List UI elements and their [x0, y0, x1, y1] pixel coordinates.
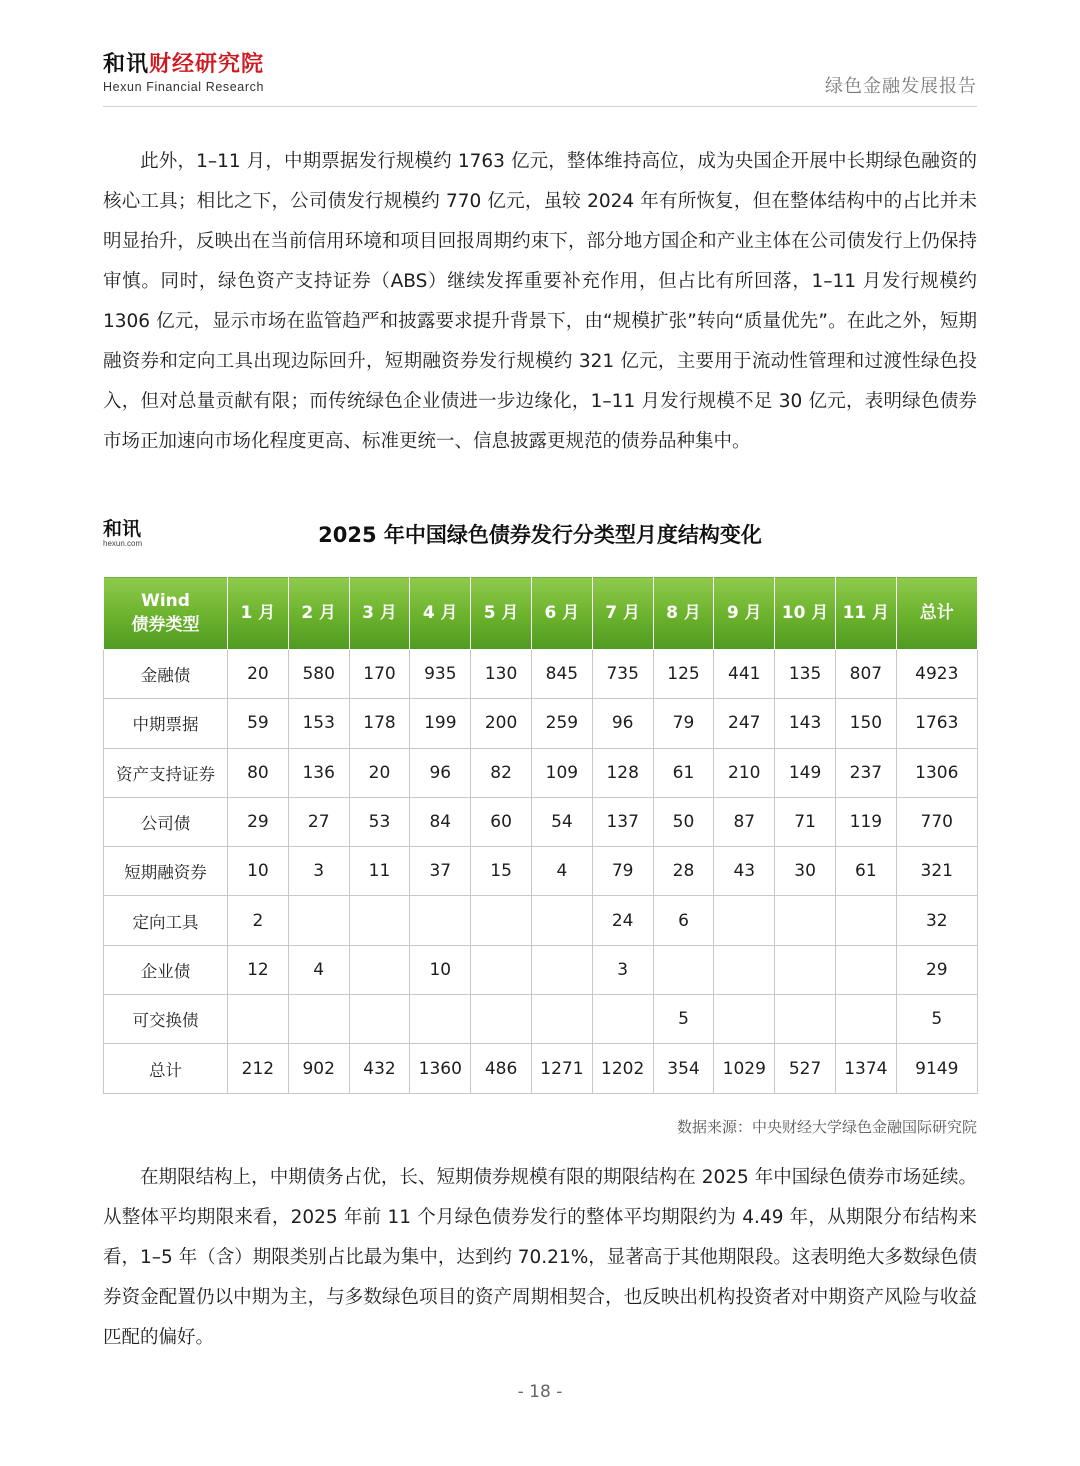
table-cell: 20: [228, 650, 289, 699]
table-cell: 109: [531, 748, 592, 797]
header-bond-type: [104, 577, 228, 650]
table-cell: [471, 945, 532, 994]
table-cell: [288, 896, 349, 945]
table-cell: 87: [714, 797, 775, 846]
hexun-logo: [103, 52, 264, 94]
table-cell: 125: [653, 650, 714, 699]
table-cell: 770: [896, 797, 977, 846]
row-label: 可交换债: [104, 995, 228, 1044]
body-paragraph-2: [103, 1158, 977, 1358]
row-label: 公司债: [104, 797, 228, 846]
table-row: [104, 650, 978, 699]
table-cell: 150: [835, 699, 896, 748]
report-title: 绿色金融发展报告: [825, 76, 977, 97]
page-number: - 18 -: [517, 1382, 563, 1402]
table-cell: 735: [592, 650, 653, 699]
table-cell: 79: [592, 847, 653, 896]
table-cell: 4: [531, 847, 592, 896]
table-cell: 11: [349, 847, 410, 896]
table-logo-en: hexun.com: [103, 539, 143, 548]
table-cell: [349, 896, 410, 945]
table-cell: 20: [349, 748, 410, 797]
table-cell: 28: [653, 847, 714, 896]
table-cell: [775, 945, 836, 994]
table-row: [104, 797, 978, 846]
table-row: [104, 896, 978, 945]
table-row: [104, 699, 978, 748]
table-cell: [531, 945, 592, 994]
table-cell: [714, 995, 775, 1044]
table-cell: 84: [410, 797, 471, 846]
paragraph-1-text: 此外，1–11 月，中期票据发行规模约 1763 亿元，整体维持高位，成为央国企开展中长期绿色融资的核心工具；相比之下，公司债发行规模约 770 亿元，虽较 2024 年有所恢复，但在整体结构中的占比并未明显抬升，反映出在当前信用环境和项目回报周期约束下，部分地方国企和产业主体在公司债发行上仍保持审慎。同时，绿色资产支持证券（ABS）继续发挥重要补充作用，但占比有所回落，1–11 月发行规模约 1306 亿元，显示市场在监管趋严和披露要求提升背景下，由“规模扩张”转向“质量优先”。在此之外，短期融资券和定向工具出现边际回升，短期融资券发行规模约 321 亿元，主要用于流动性管理和过渡性绿色投入，但对总量贡献有限；而传统绿色企业债进一步边缘化，1–11 月发行规模不足 30 亿元，表明绿色债券市场正加速向市场化程度更高、标准更统一、信息披露更规范的债券品种集中。: [103, 151, 977, 452]
table-cell: 32: [896, 896, 977, 945]
logo-institute-text: 财经研究院: [149, 52, 265, 77]
table-row: [104, 995, 978, 1044]
table-cell: 5: [653, 995, 714, 1044]
table-cell: 321: [896, 847, 977, 896]
header-col-total: 总计: [896, 577, 977, 650]
table-cell: 24: [592, 896, 653, 945]
table-row: [104, 945, 978, 994]
table-cell: 5: [896, 995, 977, 1044]
header-type: 债券类型: [131, 615, 200, 635]
header-col: 7 月: [592, 577, 653, 650]
table-cell: 6: [653, 896, 714, 945]
table-cell: 807: [835, 650, 896, 699]
table-cell: 199: [410, 699, 471, 748]
table-cell: [775, 896, 836, 945]
table-header-row: [104, 577, 978, 650]
table-cell: 1029: [714, 1044, 775, 1093]
table-cell: 1271: [531, 1044, 592, 1093]
table-cell: 212: [228, 1044, 289, 1093]
table-cell: 3: [592, 945, 653, 994]
table-row: [104, 847, 978, 896]
table-cell: 10: [228, 847, 289, 896]
logo-english: Hexun Financial Research: [103, 80, 265, 94]
page-header: [0, 0, 1080, 110]
paragraph-2-text: 在期限结构上，中期债务占优，长、短期债券规模有限的期限结构在 2025 年中国绿色债券市场延续。从整体平均期限来看，2025 年前 11 个月绿色债券发行的整体平均期限约为 4.49 年，从期限分布结构来看，1–5 年（含）期限类别占比最为集中，达到约 70.21%，显著高于其他期限段。这表明绝大多数绿色债券资金配置仍以中期为主，与多数绿色项目的资产周期相契合，也反映出机构投资者对中期资产风险与收益匹配的偏好。: [103, 1167, 977, 1348]
table-cell: [592, 995, 653, 1044]
table-cell: 1202: [592, 1044, 653, 1093]
body-paragraph-1: [103, 142, 977, 462]
table-cell: 170: [349, 650, 410, 699]
table-cell: 1306: [896, 748, 977, 797]
table-cell: 96: [592, 699, 653, 748]
table-cell: 247: [714, 699, 775, 748]
table-cell: 2: [228, 896, 289, 945]
table-cell: 354: [653, 1044, 714, 1093]
table-cell: [288, 995, 349, 1044]
table-cell: 50: [653, 797, 714, 846]
table-cell: 1763: [896, 699, 977, 748]
table-cell: 54: [531, 797, 592, 846]
table-cell: [835, 945, 896, 994]
row-label: 短期融资券: [104, 847, 228, 896]
table-cell: 935: [410, 650, 471, 699]
bond-issuance-table: [103, 576, 978, 1094]
table-cell: 580: [288, 650, 349, 699]
table-cell: 37: [410, 847, 471, 896]
header-col: 10 月: [775, 577, 836, 650]
table-cell: [349, 995, 410, 1044]
table-cell: 200: [471, 699, 532, 748]
table-cell: [714, 896, 775, 945]
table-cell: 53: [349, 797, 410, 846]
table-cell: 79: [653, 699, 714, 748]
table-cell: 432: [349, 1044, 410, 1093]
header-col: 4 月: [410, 577, 471, 650]
header-col: 5 月: [471, 577, 532, 650]
header-col: 8 月: [653, 577, 714, 650]
table-cell: 59: [228, 699, 289, 748]
table-cell: 71: [775, 797, 836, 846]
table-cell: 178: [349, 699, 410, 748]
header-col: 9 月: [714, 577, 775, 650]
logo-hexun-text: 和讯: [103, 52, 150, 77]
table-cell: 1360: [410, 1044, 471, 1093]
table-cell: 61: [653, 748, 714, 797]
table-cell: [410, 995, 471, 1044]
table-cell: 237: [835, 748, 896, 797]
table-cell: [531, 995, 592, 1044]
table-cell: [471, 995, 532, 1044]
table-cell: 527: [775, 1044, 836, 1093]
table-cell: 143: [775, 699, 836, 748]
logo-chinese: [103, 52, 264, 78]
data-source: 数据来源：中央财经大学绿色金融国际研究院: [676, 1118, 977, 1136]
table-cell: [775, 995, 836, 1044]
table-cell: 82: [471, 748, 532, 797]
table-cell: 130: [471, 650, 532, 699]
table-cell: 4: [288, 945, 349, 994]
table-cell: [835, 896, 896, 945]
header-col: 3 月: [349, 577, 410, 650]
header-col: 11 月: [835, 577, 896, 650]
table-cell: [471, 896, 532, 945]
table-cell: 149: [775, 748, 836, 797]
table-cell: 119: [835, 797, 896, 846]
table-cell: 10: [410, 945, 471, 994]
table-cell: 3: [288, 847, 349, 896]
table-cell: 60: [471, 797, 532, 846]
table-cell: 43: [714, 847, 775, 896]
table-cell: 29: [896, 945, 977, 994]
table-logo-cn: 和讯: [103, 518, 142, 540]
table-cell: 61: [835, 847, 896, 896]
table-cell: [228, 995, 289, 1044]
row-label: 中期票据: [104, 699, 228, 748]
table-cell: [349, 945, 410, 994]
table-cell: [835, 995, 896, 1044]
table-cell: 27: [288, 797, 349, 846]
table-cell: 137: [592, 797, 653, 846]
table-cell: 12: [228, 945, 289, 994]
table-cell: 845: [531, 650, 592, 699]
table-cell: 259: [531, 699, 592, 748]
table-row: [104, 748, 978, 797]
table-cell: 441: [714, 650, 775, 699]
row-label: 企业债: [104, 945, 228, 994]
table-cell: 9149: [896, 1044, 977, 1093]
row-label: 总计: [104, 1044, 228, 1093]
table-cell: [714, 945, 775, 994]
table-cell: 210: [714, 748, 775, 797]
table-cell: 486: [471, 1044, 532, 1093]
header-wind: Wind: [141, 591, 190, 611]
table-cell: 80: [228, 748, 289, 797]
table-cell: 29: [228, 797, 289, 846]
table-cell: 4923: [896, 650, 977, 699]
table-cell: [653, 945, 714, 994]
table-cell: 136: [288, 748, 349, 797]
table-cell: 135: [775, 650, 836, 699]
table-title: 2025 年中国绿色债券发行分类型月度结构变化: [318, 523, 762, 547]
row-label: 金融债: [104, 650, 228, 699]
header-col: 1 月: [228, 577, 289, 650]
table-cell: [410, 896, 471, 945]
table-cell: 902: [288, 1044, 349, 1093]
header-divider: [103, 106, 977, 107]
table-cell: 153: [288, 699, 349, 748]
table-cell: 1374: [835, 1044, 896, 1093]
table-cell: 30: [775, 847, 836, 896]
table-body: [104, 650, 978, 1094]
table-cell: [531, 896, 592, 945]
header-col: 6 月: [531, 577, 592, 650]
header-col: 2 月: [288, 577, 349, 650]
table-row: [104, 1044, 978, 1093]
table-cell: 96: [410, 748, 471, 797]
row-label: 资产支持证券: [104, 748, 228, 797]
row-label: 定向工具: [104, 896, 228, 945]
table-cell: 15: [471, 847, 532, 896]
table-cell: 128: [592, 748, 653, 797]
